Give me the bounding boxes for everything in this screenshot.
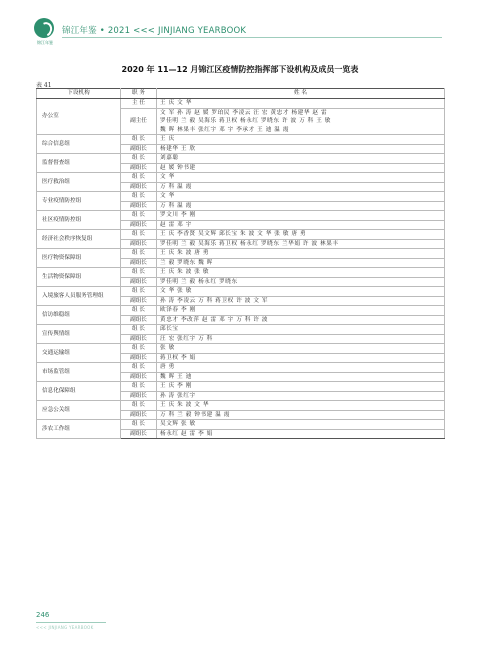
role-cell: 副组长 xyxy=(121,334,157,344)
unit-name: 交通运输组 xyxy=(37,344,121,363)
names-cell xyxy=(157,182,445,192)
role-cell: 副组长 xyxy=(121,258,157,268)
names-line: 欧泽春 李 刚 xyxy=(160,307,196,313)
table-row xyxy=(37,230,445,240)
names-line: 王 庆 李 刚 xyxy=(160,383,192,389)
unit-name: 涉农工作组 xyxy=(37,420,121,439)
unit-name: 办公室 xyxy=(37,99,121,135)
role-cell: 组 长 xyxy=(121,382,157,392)
header-divider xyxy=(62,37,442,38)
role-cell: 组 长 xyxy=(121,249,157,259)
table-row xyxy=(37,287,445,297)
page-header xyxy=(0,0,480,52)
unit-name: 综合信息组 xyxy=(37,135,121,154)
names-cell xyxy=(157,277,445,287)
names-line: 张 敏 xyxy=(160,345,175,351)
footer-divider xyxy=(36,622,106,623)
names-cell xyxy=(157,382,445,392)
table-row xyxy=(37,99,445,109)
role-cell: 主 任 xyxy=(121,99,157,109)
table-row xyxy=(37,306,445,316)
unit-name: 社区疫情防控组 xyxy=(37,211,121,230)
names-line: 文 军 孙 涛 赵 媛 罗珀民 李凌云 汪 宏 黄忠才 杨建华 赵 雷 xyxy=(160,109,328,116)
table-row xyxy=(37,325,445,335)
table-number: 表 41 xyxy=(36,82,52,89)
table-title: 2020 年 11—12 月锦江区疫情防控指挥部下设机构及成员一览表 xyxy=(121,65,359,74)
names-cell xyxy=(157,239,445,249)
role-cell: 组 长 xyxy=(121,192,157,202)
names-cell xyxy=(157,258,445,268)
names-line: 罗佳明 兰 毅 杨永红 罗晓东 xyxy=(160,278,238,285)
names-line: 赵 媛 钟书建 xyxy=(160,164,196,171)
names-cell xyxy=(157,325,445,335)
role-cell: 副组长 xyxy=(121,220,157,230)
names-line: 黄忠才 李改萍 赵 雷 邓 宇 万 科 许 波 xyxy=(160,316,269,323)
role-cell: 副组长 xyxy=(121,372,157,382)
names-cell xyxy=(157,401,445,411)
names-cell xyxy=(157,420,445,430)
names-cell xyxy=(157,211,445,221)
names-line: 文 华 张 敏 xyxy=(160,288,192,294)
role-cell: 副组长 xyxy=(121,353,157,363)
unit-name: 宣传舆情组 xyxy=(37,325,121,344)
table-row xyxy=(37,363,445,373)
role-cell: 组 长 xyxy=(121,135,157,145)
role-cell: 副组长 xyxy=(121,182,157,192)
unit-name: 应急公关组 xyxy=(37,401,121,420)
names-line: 杨永红 赵 雷 李 娟 xyxy=(160,430,213,437)
table-header-row xyxy=(37,89,445,99)
names-cell xyxy=(157,315,445,325)
role-cell: 副组长 xyxy=(121,277,157,287)
names-cell xyxy=(157,410,445,420)
unit-name: 经济社会秩序恢复组 xyxy=(37,230,121,249)
names-cell xyxy=(157,372,445,382)
table-row xyxy=(37,154,445,164)
role-cell: 组 长 xyxy=(121,268,157,278)
names-line: 万 科 兰 毅 钟书建 温 霞 xyxy=(160,411,231,418)
names-cell xyxy=(157,108,445,135)
names-cell xyxy=(157,296,445,306)
names-cell xyxy=(157,287,445,297)
unit-name: 医疗物资保障组 xyxy=(37,249,121,268)
unit-name: 医疗救治组 xyxy=(37,173,121,192)
col-header-unit: 下设机构 xyxy=(37,89,121,99)
names-cell xyxy=(157,163,445,173)
names-cell xyxy=(157,230,445,240)
names-cell xyxy=(157,391,445,401)
unit-name: 入境旅客人员服务管理组 xyxy=(37,287,121,306)
names-line: 唐 勇 xyxy=(160,364,175,370)
role-cell: 组 长 xyxy=(121,306,157,316)
table-row xyxy=(37,211,445,221)
role-cell: 副组长 xyxy=(121,410,157,420)
names-line: 罗佳明 兰 毅 吴海乐 蒋卫权 杨永红 罗晓东 许 波 万 科 王 敏 xyxy=(160,118,331,124)
role-cell: 副组长 xyxy=(121,239,157,249)
role-cell: 组 长 xyxy=(121,344,157,354)
names-cell xyxy=(157,334,445,344)
role-cell: 副组长 xyxy=(121,144,157,154)
unit-name: 信息化保障组 xyxy=(37,382,121,401)
names-line: 魏 晖 林果丰 张红宇 邓 宇 李承才 王 迪 温 霞 xyxy=(160,126,290,133)
role-cell: 副组长 xyxy=(121,429,157,439)
table-row xyxy=(37,249,445,259)
unit-name: 监督督查组 xyxy=(37,154,121,173)
names-line: 王 庆 文 华 xyxy=(160,100,192,106)
names-line: 文 华 xyxy=(160,193,175,199)
names-line: 汪 宏 张红宇 万 科 xyxy=(160,335,213,342)
table-row xyxy=(37,382,445,392)
role-cell: 副主任 xyxy=(121,108,157,135)
role-cell: 组 长 xyxy=(121,173,157,183)
members-table xyxy=(36,88,445,439)
table-row xyxy=(37,268,445,278)
names-line: 刘嘉聪 xyxy=(160,155,179,161)
role-cell: 组 长 xyxy=(121,287,157,297)
names-line: 蒋卫权 李 娟 xyxy=(160,354,196,361)
names-line: 王 庆 朱 波 唐 勇 xyxy=(160,250,210,256)
role-cell: 组 长 xyxy=(121,420,157,430)
role-cell: 组 长 xyxy=(121,154,157,164)
role-cell: 副组长 xyxy=(121,163,157,173)
names-line: 吴文辉 张 敏 xyxy=(160,421,196,427)
names-line: 王 庆 朱 波 文 华 xyxy=(160,402,210,408)
table-row xyxy=(37,192,445,202)
names-cell xyxy=(157,220,445,230)
role-cell: 组 长 xyxy=(121,401,157,411)
table-row xyxy=(37,344,445,354)
role-cell: 副组长 xyxy=(121,315,157,325)
role-cell: 组 长 xyxy=(121,211,157,221)
names-cell xyxy=(157,363,445,373)
names-line: 孙 涛 张红宇 xyxy=(160,392,196,399)
page-number: 246 xyxy=(36,611,50,619)
names-line: 王 庆 李香贤 吴文辉 邱长宝 朱 波 文 华 张 敏 唐 勇 xyxy=(160,231,307,237)
names-line: 罗佳明 兰 毅 吴海乐 蒋卫权 杨永红 罗晓东 兰华娟 许 波 林果丰 xyxy=(160,240,339,247)
names-cell xyxy=(157,249,445,259)
names-line: 赵 雷 邓 宇 xyxy=(160,221,192,228)
col-header-names: 姓 名 xyxy=(157,89,445,99)
role-cell: 组 长 xyxy=(121,363,157,373)
names-line: 杨建华 王 欣 xyxy=(160,145,196,152)
names-cell xyxy=(157,344,445,354)
table-row xyxy=(37,420,445,430)
names-cell xyxy=(157,306,445,316)
names-cell xyxy=(157,144,445,154)
names-line: 万 科 温 霞 xyxy=(160,183,192,190)
names-line: 万 科 温 霞 xyxy=(160,202,192,209)
names-cell xyxy=(157,201,445,211)
names-cell xyxy=(157,353,445,363)
names-cell xyxy=(157,429,445,439)
footer-running-text: <<< JINJIANG YEARBOOK xyxy=(36,625,94,630)
names-cell xyxy=(157,154,445,164)
unit-name: 生活物资保障组 xyxy=(37,268,121,287)
names-line: 兰 毅 罗晓东 魏 晖 xyxy=(160,259,213,266)
unit-name: 专业疫情防控组 xyxy=(37,192,121,211)
logo-caption: 锦江年鉴 xyxy=(37,40,53,45)
names-line: 王 庆 朱 波 张 敏 xyxy=(160,269,210,275)
table-row xyxy=(37,135,445,145)
names-line: 王 庆 xyxy=(160,136,175,142)
unit-name: 市场监管组 xyxy=(37,363,121,382)
table-row xyxy=(37,401,445,411)
names-line: 孙 涛 李凌云 万 科 蒋卫权 许 波 文 军 xyxy=(160,297,269,304)
names-cell xyxy=(157,99,445,109)
yearbook-logo-icon xyxy=(34,18,54,38)
names-cell xyxy=(157,173,445,183)
names-cell xyxy=(157,192,445,202)
role-cell: 组 长 xyxy=(121,325,157,335)
role-cell: 副组长 xyxy=(121,296,157,306)
running-header: 锦江年鉴 • 2021 <<< JINJIANG YEARBOOK xyxy=(62,26,247,36)
col-header-role: 职 务 xyxy=(121,89,157,99)
names-cell xyxy=(157,135,445,145)
role-cell: 副组长 xyxy=(121,201,157,211)
unit-name: 信访维稳组 xyxy=(37,306,121,325)
names-line: 文 华 xyxy=(160,174,175,180)
names-cell xyxy=(157,268,445,278)
names-line: 魏 晖 王 迪 xyxy=(160,373,192,380)
role-cell: 副组长 xyxy=(121,391,157,401)
names-line: 罗文川 李 刚 xyxy=(160,212,196,218)
names-line: 邱长宝 xyxy=(160,326,179,332)
table-row xyxy=(37,173,445,183)
role-cell: 组 长 xyxy=(121,230,157,240)
